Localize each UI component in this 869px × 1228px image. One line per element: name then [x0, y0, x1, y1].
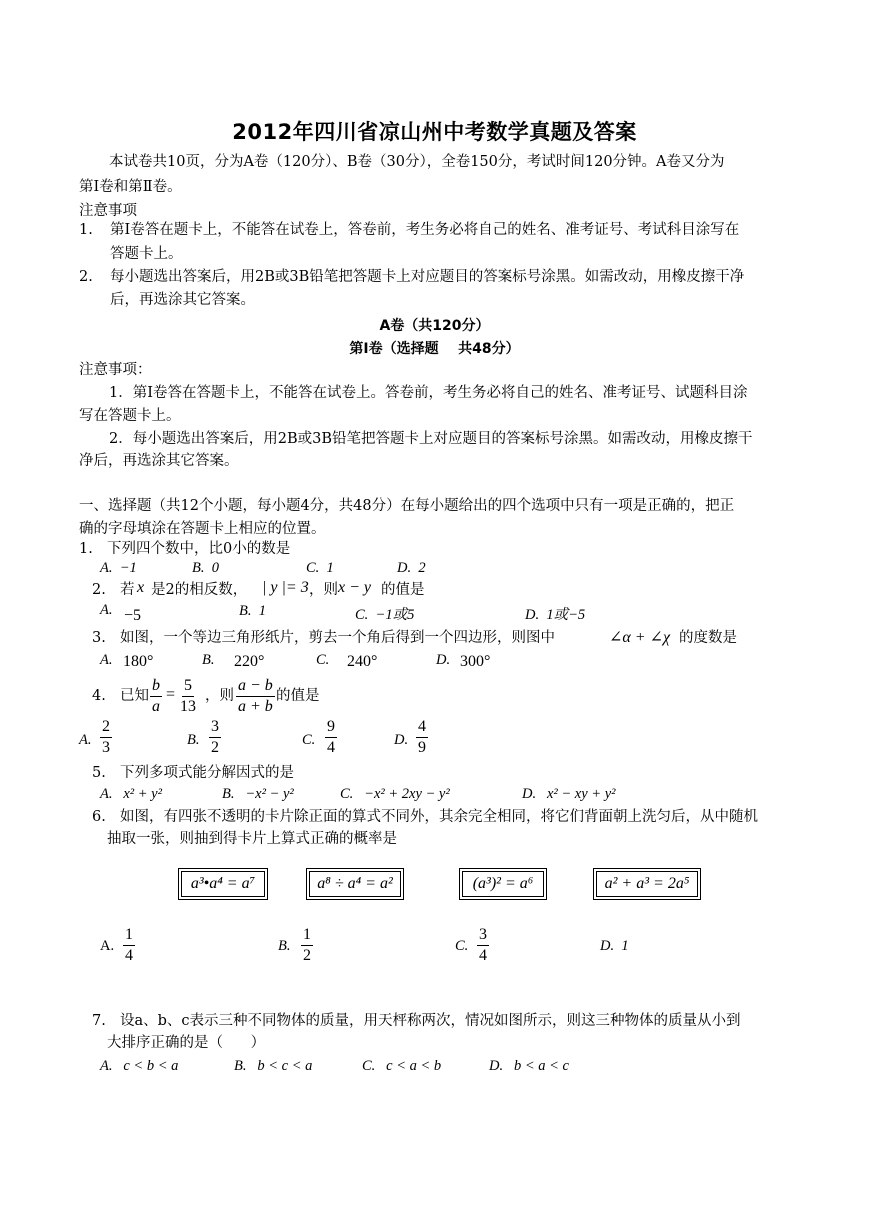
q1-option-a: A. −1: [100, 560, 137, 576]
q3-option-b-label: B.: [202, 652, 215, 668]
q7-number: 7.: [92, 1013, 106, 1029]
q6-option-c-label: C.: [455, 938, 469, 954]
q6-stem-line-b: 抽取一张，则抽到得卡片上算式正确的概率是: [107, 831, 397, 847]
q2-option-a-label: A.: [100, 602, 113, 618]
q6-card-4: [593, 868, 701, 900]
q7-stem-line-a: 设a、b、c表示三种不同物体的质量，用天枰称两次，情况如图所示，则这三种物体的质量从小到: [120, 1013, 741, 1029]
q4-fraction-5-over-13: [180, 676, 196, 717]
q4-f1-denominator: a: [152, 698, 160, 715]
q4-option-d-numerator: 4: [416, 717, 428, 738]
notice-item-1-number: 1.: [79, 222, 93, 238]
q7-option-c: C. c < a < b: [362, 1058, 442, 1074]
q1-stem: 下列四个数中，比0小的数是: [107, 541, 291, 557]
q2-option-d: D. 1或−5: [525, 607, 586, 623]
q6-option-d: D. 1: [600, 938, 629, 954]
q4-option-d-label: D.: [394, 732, 409, 748]
q4-option-b-numerator: 3: [209, 717, 221, 738]
q4-f2-denominator: 13: [180, 698, 196, 715]
q6-option-c-fraction: [477, 925, 489, 966]
q4-f3-denominator: a + b: [238, 698, 273, 715]
q4-option-c-label: C.: [302, 732, 316, 748]
q5-number: 5.: [92, 765, 106, 781]
q6-number: 6.: [92, 809, 106, 825]
q4-option-c-numerator: 9: [325, 717, 337, 738]
q6-option-b-fraction: [301, 925, 313, 966]
q2-var-x: x: [137, 579, 145, 596]
q7-option-d: D. b < a < c: [489, 1058, 569, 1074]
q4-stem-a: 已知: [120, 688, 149, 704]
q2-stem-a: 若: [120, 582, 135, 598]
q6-card-2-expression: a⁸ ÷ a⁴ = a²: [317, 875, 393, 892]
q4-number: 4.: [92, 688, 106, 704]
q2-stem-b: 是2的相反数，: [151, 582, 248, 598]
q4-f1-numerator: b: [150, 676, 162, 697]
notice-2-p1-line-b: 写在答题卡上。: [79, 408, 181, 424]
q4-option-c-fraction: [325, 717, 337, 758]
q3-option-a-value: 180°: [123, 653, 154, 670]
q3-option-d-value: 300°: [460, 653, 491, 670]
notice-2-heading: 注意事项：: [79, 362, 152, 378]
q2-abs-y: | y |= 3: [262, 579, 309, 596]
q1-option-c: C. 1: [306, 560, 334, 576]
page-title: 2012年四川省凉山州中考数学真题及答案: [232, 120, 637, 144]
q3-option-c-label: C.: [316, 652, 330, 668]
q1-option-b: B. 0: [192, 560, 219, 576]
q3-option-a-label: A.: [100, 652, 113, 668]
intro-line-2: 第Ⅰ卷和第Ⅱ卷。: [79, 179, 182, 195]
q6-option-b-label: B.: [278, 938, 291, 954]
q4-option-a-label: A.: [79, 732, 92, 748]
section-a-heading: A卷（共120分）: [379, 318, 490, 334]
q2-option-c: C. −1或5: [355, 607, 415, 623]
q7-stem-line-b: 大排序正确的是（ ）: [107, 1035, 266, 1051]
q6-option-c-numerator: 3: [477, 925, 489, 946]
q2-option-b: B. 1: [239, 603, 266, 619]
q4-stem-c: 的值是: [276, 688, 320, 704]
section-1-line-2: 确的字母填涂在答题卡上相应的位置。: [79, 521, 326, 537]
notice-item-2-number: 2.: [79, 269, 93, 285]
q4-stem-b: ，则: [205, 688, 234, 704]
notice-2-p1-line-a: 1．第Ⅰ卷答在答题卡上，不能答在试卷上。答卷前，考生务必将自己的姓名、准考证号、试题科目涂: [109, 385, 748, 401]
notice-item-2-line-a: 每小题选出答案后，用2B或3B铅笔把答题卡上对应题目的答案标号涂黑。如需改动，用橡皮擦干净: [110, 269, 745, 285]
part-1-heading: 第Ⅰ卷（选择题 共48分）: [349, 341, 520, 357]
q6-option-a-numerator: 1: [123, 925, 135, 946]
q6-option-b-numerator: 1: [301, 925, 313, 946]
q4-fraction-expression: [236, 676, 275, 717]
q6-option-a-denominator: 4: [125, 947, 133, 964]
q4-f2-numerator: 5: [182, 676, 194, 697]
q6-option-c-denominator: 4: [479, 947, 487, 964]
q7-option-a: A. c < b < a: [100, 1058, 179, 1074]
q6-card-1: [178, 868, 268, 900]
q5-stem: 下列多项式能分解因式的是: [120, 765, 294, 781]
notice-item-1-line-b: 答题卡上。: [110, 246, 183, 262]
notice-item-2-line-b: 后，再选涂其它答案。: [110, 292, 255, 308]
section-1-line-1: 一、选择题（共12个小题，每小题4分，共48分）在每小题给出的四个选项中只有一项是正确的，把正: [79, 498, 735, 514]
q4-option-a-numerator: 2: [100, 717, 112, 738]
q4-fraction-b-over-a: [150, 676, 162, 717]
q6-card-3: [459, 868, 547, 900]
q3-angles: ∠α + ∠χ: [609, 629, 671, 646]
notice-2-p2-line-b: 净后，再选涂其它答案。: [79, 453, 239, 469]
q4-option-a-fraction: [100, 717, 112, 758]
q3-stem-b: 的度数是: [679, 630, 737, 646]
q4-option-b-label: B.: [187, 732, 200, 748]
q5-option-d: D. x² − xy + y²: [522, 786, 616, 802]
intro-line-1: 本试卷共10页，分为A卷（120分）、B卷（30分），全卷150分，考试时间120分钟。A卷又分为: [109, 154, 725, 170]
notice-item-1-line-a: 第Ⅰ卷答在题卡上，不能答在试卷上，答卷前，考生务必将自己的姓名、准考证号、考试科目涂写在: [110, 222, 740, 238]
q4-option-a-denominator: 3: [102, 739, 110, 756]
q4-option-d-fraction: [416, 717, 428, 758]
q6-option-b-denominator: 2: [303, 947, 311, 964]
notice-heading: 注意事项: [79, 203, 137, 219]
q1-number: 1.: [79, 541, 93, 557]
q4-f3-numerator: a − b: [236, 676, 275, 697]
q4-equals: =: [166, 686, 176, 703]
q3-stem-a: 如图，一个等边三角形纸片，剪去一个角后得到一个四边形，则图中: [120, 630, 555, 646]
q6-card-3-expression: (a³)² = a⁶: [472, 875, 534, 892]
q4-option-d-denominator: 9: [418, 739, 426, 756]
q4-option-b-fraction: [209, 717, 221, 758]
q4-option-c-denominator: 4: [327, 739, 335, 756]
q3-option-c-value: 240°: [347, 653, 378, 670]
q2-option-a-value: −5: [124, 607, 142, 624]
q7-option-b: B. b < c < a: [234, 1058, 313, 1074]
q2-number: 2.: [92, 582, 106, 598]
q2-stem-c: ，则: [309, 582, 338, 598]
q2-stem-d: 的值是: [381, 582, 425, 598]
q1-option-d: D. 2: [397, 560, 426, 576]
q6-card-2: [306, 868, 404, 900]
q5-option-c: C. −x² + 2xy − y²: [340, 786, 450, 802]
q3-option-b-value: 220°: [234, 653, 265, 670]
q4-option-b-denominator: 2: [211, 739, 219, 756]
q6-option-a-label: A.: [100, 938, 115, 954]
notice-2-p2-line-a: 2．每小题选出答案后，用2B或3B铅笔把答题卡上对应题目的答案标号涂黑。如需改动，用橡皮擦干: [109, 431, 753, 447]
q3-number: 3.: [92, 630, 106, 646]
q6-option-a-fraction: [123, 925, 135, 966]
q6-card-4-expression: a² + a³ = 2a⁵: [604, 875, 690, 892]
q2-expression: x − y: [338, 579, 371, 596]
q3-option-d-label: D.: [436, 652, 451, 668]
q5-option-b: B. −x² − y²: [222, 786, 294, 802]
q6-card-1-expression: a³•a⁴ = a⁷: [190, 875, 256, 892]
q5-option-a: A. x² + y²: [100, 786, 162, 802]
q6-stem-line-a: 如图，有四张不透明的卡片除正面的算式不同外，其余完全相同，将它们背面朝上洗匀后，从中随机: [120, 809, 758, 825]
